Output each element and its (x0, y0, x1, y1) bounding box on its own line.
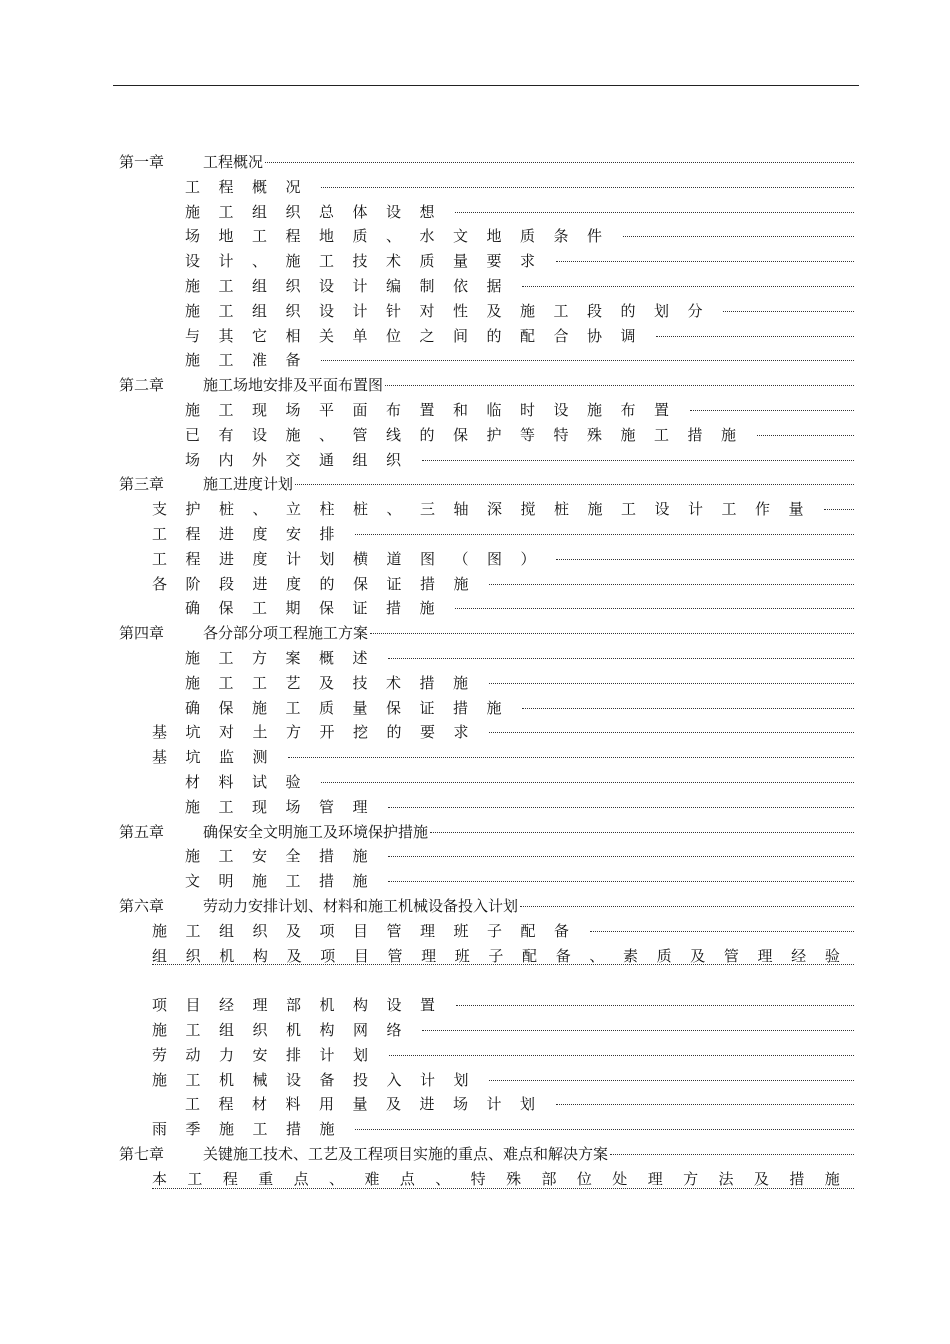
dot-leader (288, 757, 854, 758)
dot-leader (388, 658, 854, 659)
toc-section-row[interactable] (185, 448, 854, 472)
dot-leader (152, 964, 854, 965)
dot-leader (590, 931, 855, 932)
toc-section-row[interactable] (152, 993, 854, 1017)
toc-entry-text: 工 程 进 度 安 排 (152, 525, 335, 543)
toc-entry-text: 施 工 安 全 措 施 (185, 847, 368, 866)
toc-entry-text: 施 工 现 场 平 面 布 置 和 临 时 设 施 布 置 (185, 401, 670, 419)
dot-leader (824, 509, 854, 510)
dot-leader (522, 708, 854, 709)
toc-entry-text: 施 工 准 备 (185, 351, 301, 370)
toc-section-row[interactable] (152, 522, 854, 546)
dot-leader (388, 807, 854, 808)
toc-section-row[interactable] (185, 249, 854, 273)
dot-leader (723, 311, 854, 312)
dot-leader (152, 1188, 854, 1189)
chapter-title: 确保安全文明施工及环境保护措施 (203, 822, 429, 841)
chapter-number: 第三章 (119, 475, 165, 494)
dot-leader (489, 683, 855, 684)
toc-chapter-row[interactable] (119, 472, 854, 496)
toc-chapter-row[interactable] (119, 150, 854, 174)
toc-entry-text: 基 坑 对 土 方 开 挖 的 要 求 (152, 723, 469, 742)
toc-section-row[interactable] (185, 224, 854, 248)
toc-section-row[interactable] (152, 1043, 854, 1067)
toc-chapter-row[interactable] (119, 373, 854, 397)
toc-entry-text: 设 计 、 施 工 技 术 质 量 要 求 (185, 252, 536, 271)
dot-leader (757, 435, 855, 436)
toc-entry-text: 支 护 桩 、 立 柱 桩 、 三 轴 深 搅 桩 施 工 设 计 工 作 量 (152, 500, 804, 519)
dot-leader (321, 360, 854, 361)
toc-section-row[interactable] (185, 274, 854, 298)
toc-entry-text: 确 保 工 期 保 证 措 施 (185, 599, 435, 618)
toc-section-row[interactable] (185, 324, 854, 348)
toc-entry-text: 场 内 外 交 通 组 织 (185, 450, 402, 469)
toc-section-row[interactable] (152, 1068, 854, 1092)
dot-leader (556, 1104, 855, 1105)
dot-leader (455, 212, 854, 213)
toc-section-row[interactable] (185, 770, 854, 794)
dot-leader (295, 484, 854, 485)
toc-section-row[interactable] (185, 175, 854, 199)
dot-leader (321, 782, 854, 783)
dot-leader (556, 559, 854, 560)
toc-chapter-row[interactable] (119, 621, 854, 645)
toc-entry-text: 场 地 工 程 地 质 、 水 文 地 质 条 件 (185, 227, 603, 246)
toc-section-row[interactable]: 本 工 程 重 点 、 难 点 、 特 殊 部 位 处 理 方 法 及 措 施 (152, 1169, 840, 1188)
dot-leader (656, 336, 854, 337)
toc-entry-text: 工 程 材 料 用 量 及 进 场 计 划 (185, 1095, 536, 1114)
toc-section-row[interactable] (185, 596, 854, 620)
chapter-number: 第七章 (119, 1145, 165, 1163)
dot-leader (623, 236, 855, 237)
dot-leader (389, 1055, 855, 1056)
chapter-number: 第一章 (119, 153, 165, 171)
toc-entry-text: 施 工 组 织 设 计 编 制 依 据 (185, 277, 502, 295)
toc-entry-text: 雨 季 施 工 措 施 (152, 1120, 335, 1139)
toc-section-row[interactable] (185, 423, 854, 447)
toc-section-row[interactable] (152, 547, 854, 571)
dot-leader (265, 162, 854, 163)
toc-chapter-row[interactable] (119, 1142, 854, 1166)
chapter-number: 第二章 (119, 376, 165, 395)
toc-entry-text: 施 工 组 织 设 计 针 对 性 及 施 工 段 的 划 分 (185, 301, 703, 320)
chapter-number: 第五章 (119, 822, 165, 841)
dot-leader-continuation (152, 1192, 854, 1216)
dot-leader (520, 906, 854, 907)
toc-section-row[interactable] (152, 572, 854, 596)
toc-entry-text: 工 程 概 况 (185, 177, 301, 196)
toc-entry-text: 材 料 试 验 (185, 773, 301, 791)
toc-section-row[interactable] (152, 919, 854, 943)
toc-entry-text: 施 工 组 织 总 体 设 想 (185, 202, 435, 221)
dot-leader (489, 584, 854, 585)
dot-leader (422, 1030, 854, 1031)
dot-leader (385, 385, 854, 386)
toc-entry-text: 施 工 方 案 概 述 (185, 649, 368, 667)
chapter-title: 各分部分项工程施工方案 (203, 624, 369, 643)
toc-section-row[interactable] (185, 795, 854, 819)
toc-section-row[interactable] (185, 671, 854, 695)
dot-leader-continuation (152, 968, 854, 992)
toc-section-row[interactable] (152, 1117, 854, 1141)
toc-section-row[interactable] (152, 1018, 854, 1042)
chapter-title: 施工场地安排及平面布置图 (203, 376, 384, 395)
chapter-number: 第四章 (119, 624, 165, 643)
toc-section-row[interactable] (152, 720, 854, 744)
toc-entry-text: 文 明 施 工 措 施 (185, 872, 368, 891)
toc-section-row[interactable] (185, 844, 854, 868)
dot-leader (489, 1080, 854, 1081)
dot-leader (321, 187, 854, 188)
dot-leader (430, 832, 854, 833)
toc-entry-text: 基 坑 监 测 (152, 748, 268, 767)
toc-section-row[interactable] (185, 696, 854, 720)
toc-chapter-row[interactable] (119, 894, 854, 918)
toc-section-row[interactable] (185, 299, 854, 323)
toc-chapter-row[interactable] (119, 820, 854, 844)
dot-leader (355, 1129, 854, 1130)
toc-entry-text: 确 保 施 工 质 量 保 证 措 施 (185, 698, 502, 717)
toc-entry-text: 劳 动 力 安 排 计 划 (152, 1045, 369, 1064)
dot-leader (388, 881, 854, 882)
dot-leader (610, 1154, 854, 1155)
toc-entry-text: 工 程 进 度 计 划 横 道 图 （ 图 ） (152, 549, 536, 568)
toc-section-row[interactable] (185, 200, 854, 224)
toc-entry-text: 各 阶 段 进 度 的 保 证 措 施 (152, 574, 469, 593)
toc-entry-text: 施 工 组 织 机 构 网 络 (152, 1021, 402, 1039)
toc-section-row[interactable] (185, 646, 854, 670)
toc-entry-text: 项 目 经 理 部 机 构 设 置 (152, 996, 436, 1015)
dot-leader (489, 732, 854, 733)
chapter-title: 工程概况 (203, 153, 264, 171)
toc-section-row[interactable] (185, 1092, 854, 1116)
chapter-title: 关键施工技术、工艺及工程项目实施的重点、难点和解决方案 (203, 1145, 609, 1163)
toc-section-row[interactable] (185, 869, 854, 893)
toc-section-row[interactable] (152, 497, 854, 521)
toc-entry-text: 已 有 设 施 、 管 线 的 保 护 等 特 殊 施 工 措 施 (185, 425, 737, 444)
toc-section-row[interactable]: 组 织 机 构 及 项 目 管 理 班 子 配 备 、 素 质 及 管 理 经 验 (152, 946, 840, 965)
dot-leader (456, 1005, 855, 1006)
dot-leader (388, 856, 854, 857)
toc-entry-text: 施 工 现 场 管 理 (185, 797, 368, 816)
toc-section-row[interactable] (185, 398, 854, 422)
dot-leader (355, 534, 854, 535)
toc-section-row[interactable] (185, 348, 854, 372)
dot-leader (455, 608, 854, 609)
chapter-title: 劳动力安排计划、材料和施工机械设备投入计划 (203, 897, 519, 915)
toc-entry-text: 施 工 工 艺 及 技 术 措 施 (185, 673, 469, 692)
dot-leader (556, 261, 855, 262)
chapter-title: 施工进度计划 (203, 475, 294, 494)
toc-entry-text: 施 工 机 械 设 备 投 入 计 划 (152, 1070, 469, 1089)
header-rule (113, 85, 859, 86)
chapter-number: 第六章 (119, 897, 165, 915)
dot-leader (522, 286, 854, 287)
dot-leader (422, 460, 855, 461)
toc-entry-text: 施 工 组 织 及 项 目 管 理 班 子 配 备 (152, 921, 570, 940)
dot-leader (370, 633, 854, 634)
dot-leader (690, 410, 855, 411)
toc-entry-text: 与 其 它 相 关 单 位 之 间 的 配 合 协 调 (185, 326, 636, 345)
toc-section-row[interactable] (152, 745, 854, 769)
